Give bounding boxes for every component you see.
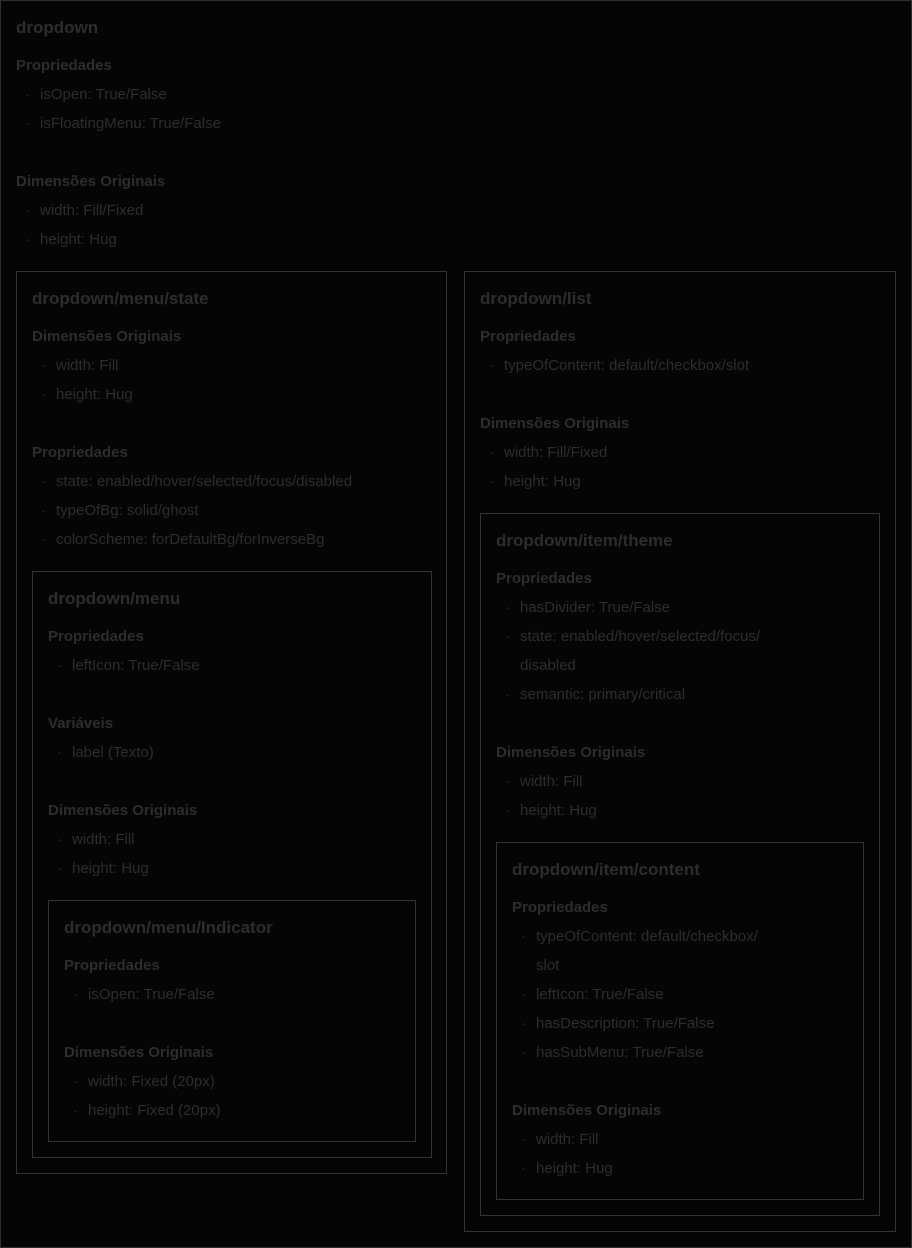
section-title-menu-indicator: dropdown/menu/Indicator xyxy=(64,918,273,937)
vars-heading: Variáveis xyxy=(48,715,114,732)
section-title-item-theme: dropdown/item/theme xyxy=(496,531,673,550)
prop-item: · state: enabled/hover/selected/focus/disabled xyxy=(56,473,352,490)
dim-item: · width: Fill/Fixed xyxy=(40,202,143,219)
dim-item: · width: Fill xyxy=(72,831,135,848)
dim-item: · height: Hug xyxy=(504,473,581,490)
dims-heading: Dimensões Originais xyxy=(64,1044,214,1061)
dim-item: · width: Fill/Fixed xyxy=(504,444,607,461)
section-title-menu: dropdown/menu xyxy=(48,589,181,608)
prop-item: · isOpen: True/False xyxy=(40,86,167,103)
prop-item-continuation: disabled xyxy=(520,657,576,674)
props-heading: Propriedades xyxy=(32,444,128,461)
dims-heading: Dimensões Originais xyxy=(496,744,646,761)
dims-heading: Dimensões Originais xyxy=(480,415,630,432)
section-title-menu-state: dropdown/menu/state xyxy=(32,289,209,308)
prop-item: · state: enabled/hover/selected/focus/ xyxy=(520,628,760,645)
section-title-dropdown: dropdown xyxy=(16,18,99,37)
dims-heading: Dimensões Originais xyxy=(32,328,182,345)
dim-item: · width: Fixed (20px) xyxy=(88,1073,215,1090)
dims-heading: Dimensões Originais xyxy=(48,802,198,819)
props-heading: Propriedades xyxy=(496,570,592,587)
dim-item: · width: Fill xyxy=(520,773,583,790)
prop-item: · leftIcon: True/False xyxy=(536,986,664,1003)
prop-item: · isOpen: True/False xyxy=(88,986,215,1003)
props-heading: Propriedades xyxy=(48,628,144,645)
dim-item: · height: Hug xyxy=(536,1160,613,1177)
var-item: · label (Texto) xyxy=(72,744,154,761)
dim-item: · width: Fill xyxy=(536,1131,599,1148)
props-heading: Propriedades xyxy=(480,328,576,345)
dim-item: · height: Fixed (20px) xyxy=(88,1102,221,1119)
dim-item: · height: Hug xyxy=(520,802,597,819)
dims-heading: Dimensões Originais xyxy=(16,173,166,190)
prop-item-continuation: slot xyxy=(536,957,560,974)
prop-item: · isFloatingMenu: True/False xyxy=(40,115,221,132)
prop-item: · hasDescription: True/False xyxy=(536,1015,714,1032)
prop-item: · typeOfContent: default/checkbox/ xyxy=(536,928,758,945)
dim-item: · height: Hug xyxy=(40,231,117,248)
prop-item: · typeOfContent: default/checkbox/slot xyxy=(504,357,749,374)
prop-item: · hasSubMenu: True/False xyxy=(536,1044,704,1061)
prop-item: · colorScheme: forDefaultBg/forInverseBg xyxy=(56,531,324,548)
prop-item: · hasDivider: True/False xyxy=(520,599,670,616)
prop-item: · semantic: primary/critical xyxy=(520,686,685,703)
props-heading: Propriedades xyxy=(16,57,112,74)
section-title-item-content: dropdown/item/content xyxy=(512,860,700,879)
prop-item: · typeOfBg: solid/ghost xyxy=(56,502,199,519)
dim-item: · width: Fill xyxy=(56,357,119,374)
dims-heading: Dimensões Originais xyxy=(512,1102,662,1119)
section-title-list: dropdown/list xyxy=(480,289,592,308)
props-heading: Propriedades xyxy=(512,899,608,916)
prop-item: · leftIcon: True/False xyxy=(72,657,200,674)
dim-item: · height: Hug xyxy=(72,860,149,877)
dim-item: · height: Hug xyxy=(56,386,133,403)
props-heading: Propriedades xyxy=(64,957,160,974)
